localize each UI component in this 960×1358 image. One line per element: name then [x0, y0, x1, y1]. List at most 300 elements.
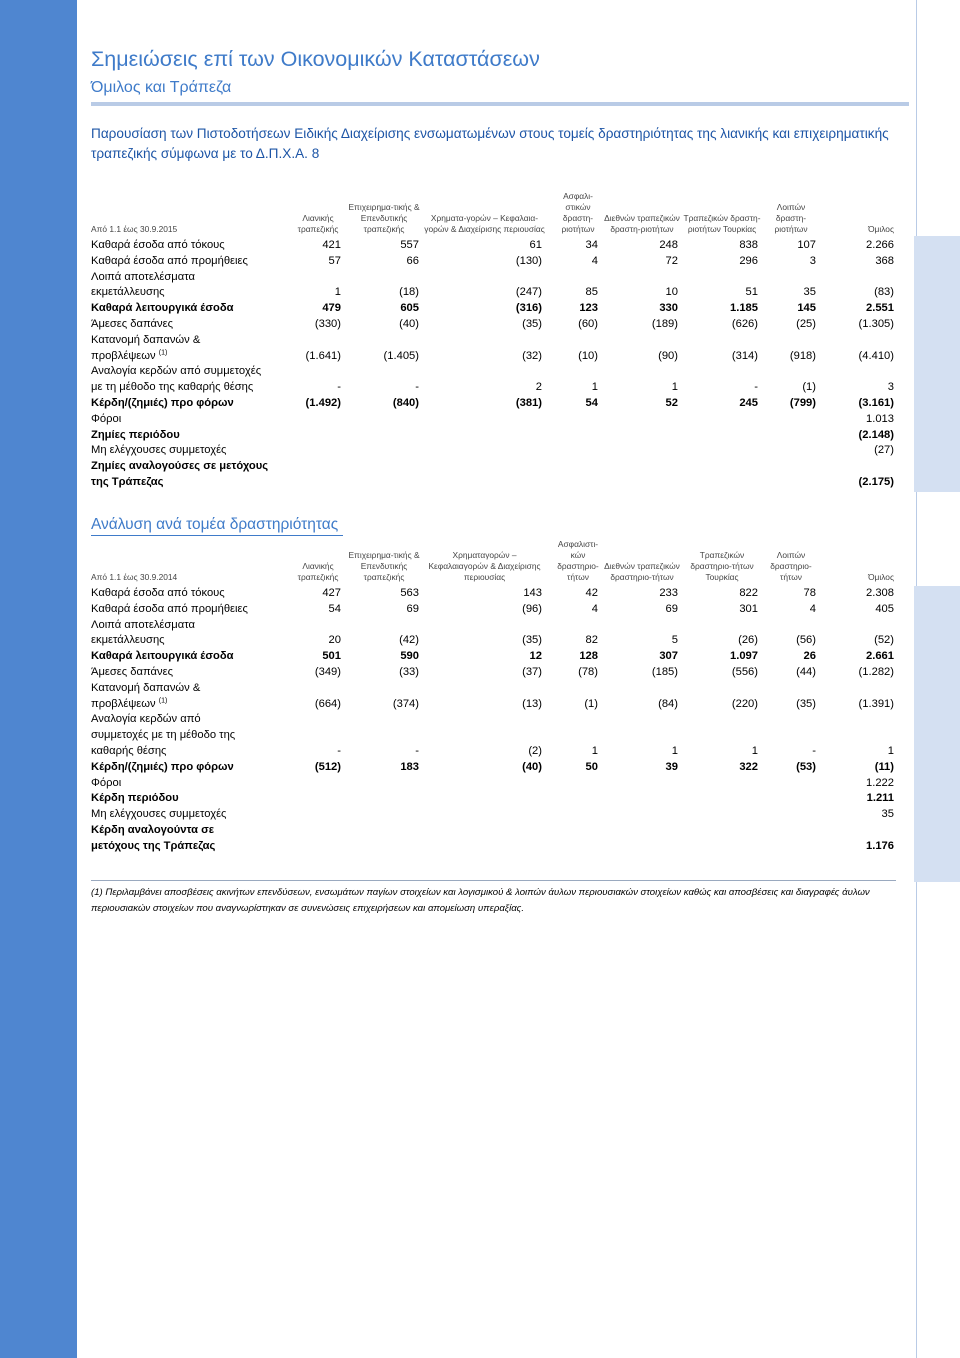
table-cell — [602, 459, 682, 491]
table-cell: 248 — [659, 239, 678, 251]
row-label-line: Άμεσες δαπάνες — [91, 317, 173, 330]
table-cell: (11) — [874, 760, 894, 773]
row-label-line: Ζημίες περιόδου — [91, 428, 180, 441]
row-label-line: Φόροι — [91, 412, 122, 425]
table-cell: 69 — [665, 602, 678, 615]
row-label-line: Κέρδη/(ζημιές) προ φόρων — [91, 760, 234, 773]
table-cell: (374) — [392, 697, 419, 710]
table-cell: (247) — [515, 286, 542, 299]
row-label — [91, 333, 291, 365]
column-spacer — [546, 712, 554, 759]
column-header: Επιχειρημα-τικής & Επενδυτικής τραπεζικής — [348, 550, 420, 582]
table-cell: 35 — [803, 286, 816, 299]
segment-table-2014-grid — [91, 538, 896, 855]
column-spacer — [546, 443, 554, 459]
table-row — [91, 301, 896, 317]
column-header: Λοιπών δραστηριο-τήτων — [770, 550, 812, 582]
table-cell: 307 — [659, 650, 678, 663]
page-title: Σημειώσεις επί των Οικονομικών Καταστάσεων — [91, 47, 540, 71]
footnote-ref: (1) — [158, 348, 168, 356]
row-label-line: Κατανομή δαπανών & — [91, 333, 201, 346]
column-spacer — [546, 317, 554, 333]
table-cell: 51 — [745, 286, 758, 299]
table-cell — [554, 428, 602, 444]
table-cell: 1.222 — [866, 776, 894, 789]
table-cell: 72 — [665, 254, 678, 267]
page-subtitle: Όμιλος και Τράπεζα — [91, 79, 232, 96]
table-row — [91, 807, 896, 823]
table-cell: (27) — [874, 444, 894, 457]
table-cell: 50 — [585, 760, 598, 773]
table-cell: 78 — [803, 587, 816, 599]
row-label-line: Άμεσες δαπάνες — [91, 665, 173, 678]
table-cell — [762, 823, 820, 855]
table-cell: (316) — [515, 302, 542, 315]
footnote: (1) Περιλαμβάνει αποσβέσεις ακινήτων επενδύσεων, ενσωμάτων παγίων στοιχείων και λογισμικού & λοιπών άυλων περιουσιακών στοιχείων καθώς και αποσβέσεις και διαγραφές άυλων περιουσιακών στοιχείων που αναγνωρίστηκαν σε συνενώσεις επιχειρήσεων και απομείωση υπεραξίας. — [91, 887, 870, 914]
table-row — [91, 712, 896, 759]
column-header: Διεθνών τραπεζικών δραστη-ριοτήτων — [604, 213, 680, 234]
table-cell: 12 — [529, 650, 542, 663]
table-cell: 330 — [659, 302, 678, 315]
table-cell — [345, 459, 423, 491]
table-cell — [554, 807, 602, 823]
table-cell — [291, 459, 345, 491]
table-cell: - — [415, 381, 419, 394]
column-header-row — [91, 158, 896, 238]
table-row — [91, 791, 896, 807]
table-cell — [345, 443, 423, 459]
table-cell: 3 — [809, 254, 816, 267]
table-cell — [291, 807, 345, 823]
column-header: Λοιπών δραστη-ριοτήτων — [774, 202, 808, 234]
table-cell: (33) — [399, 665, 419, 678]
table-cell: - — [812, 744, 816, 757]
table-cell — [682, 791, 762, 807]
row-label — [91, 396, 291, 412]
column-spacer — [546, 776, 554, 792]
table-cell — [682, 428, 762, 444]
row-label-line: Καθαρά έσοδα από τόκους — [91, 239, 225, 251]
footnote-ref: (1) — [158, 696, 168, 704]
table-cell: 82 — [585, 634, 598, 647]
table-cell: (96) — [522, 602, 542, 615]
table-cell — [554, 459, 602, 491]
table-cell: (40) — [399, 317, 419, 330]
table-cell: (556) — [731, 665, 758, 678]
table-cell: 35 — [881, 808, 894, 821]
table-cell: 4 — [809, 602, 816, 615]
column-spacer — [546, 364, 554, 396]
column-header: Επιχειρημα-τικής & Επενδυτικής τραπεζικής — [348, 202, 420, 234]
table-cell — [682, 776, 762, 792]
row-label — [91, 301, 291, 317]
table-cell: 405 — [875, 602, 894, 615]
table-cell: 590 — [400, 650, 419, 663]
table-cell: (44) — [796, 665, 816, 678]
table-cell: 563 — [400, 587, 419, 599]
row-label — [91, 443, 291, 459]
table-cell: (37) — [522, 665, 542, 678]
column-spacer — [546, 791, 554, 807]
row-label-line: Λοιπά αποτελέσματα — [91, 618, 195, 631]
table-cell — [554, 823, 602, 855]
table-cell: 501 — [322, 650, 341, 663]
table-cell: 1.013 — [866, 412, 894, 425]
group-column-shading — [914, 236, 960, 492]
table-cell: 605 — [400, 302, 419, 315]
table-cell: (1.282) — [858, 665, 894, 678]
table-cell: 52 — [665, 396, 678, 409]
column-spacer — [546, 681, 554, 713]
table-cell: 34 — [585, 239, 598, 251]
row-label-line: Καθαρά λειτουργικά έσοδα — [91, 302, 234, 315]
table-cell: 143 — [523, 587, 542, 599]
table-cell — [345, 823, 423, 855]
row-label — [91, 238, 291, 254]
table-cell: 3 — [887, 381, 894, 394]
table-cell: (381) — [515, 396, 542, 409]
table-row — [91, 760, 896, 776]
row-label-line: Καθαρά λειτουργικά έσοδα — [91, 650, 234, 663]
table-cell: (1.492) — [305, 396, 341, 409]
table-cell — [762, 443, 820, 459]
column-spacer — [546, 649, 554, 665]
table-cell — [291, 443, 345, 459]
table-cell: (1.391) — [858, 697, 894, 710]
table-cell — [345, 428, 423, 444]
table-cell: (35) — [522, 317, 542, 330]
table-cell — [762, 459, 820, 491]
table-cell — [345, 412, 423, 428]
column-header: Χρηματαγορών – Κεφαλαιαγορών & Διαχείρισης περιουσίας — [428, 550, 541, 582]
row-label — [91, 364, 291, 396]
table-cell: 69 — [406, 602, 419, 615]
table-cell: 1.176 — [866, 839, 894, 852]
row-label-line: καθαρής θέσης — [91, 744, 167, 757]
row-label-line: μετόχους της Τράπεζας — [91, 839, 216, 852]
table-cell: (25) — [796, 317, 816, 330]
table-cell: 1 — [671, 744, 678, 757]
column-header-row — [91, 538, 896, 586]
column-spacer — [546, 238, 554, 254]
table-cell — [423, 459, 546, 491]
table-cell — [602, 443, 682, 459]
table-cell: (53) — [796, 760, 816, 773]
column-header: Λιανικής τραπεζικής — [297, 213, 339, 234]
period-label: Από 1.1 έως 30.9.2014 — [91, 572, 178, 582]
table-cell: 822 — [739, 587, 758, 599]
table-cell: (512) — [314, 760, 341, 773]
column-spacer — [546, 396, 554, 412]
table-cell — [554, 443, 602, 459]
table-cell: 4 — [591, 602, 598, 615]
row-label — [91, 618, 291, 650]
table-cell: (664) — [314, 697, 341, 710]
column-spacer — [546, 459, 554, 491]
row-label — [91, 586, 291, 602]
table-cell: (1) — [584, 697, 598, 710]
table-cell — [554, 776, 602, 792]
table-row — [91, 317, 896, 333]
table-cell: 368 — [875, 254, 894, 267]
table-cell: (1.641) — [305, 349, 341, 362]
table-cell: (840) — [392, 396, 419, 409]
column-spacer — [546, 428, 554, 444]
row-label-line: εκμετάλλευσης — [91, 634, 165, 647]
table-cell: (314) — [731, 349, 758, 362]
table-row — [91, 333, 896, 365]
table-cell: 61 — [529, 239, 542, 251]
table-row — [91, 396, 896, 412]
table-cell — [423, 443, 546, 459]
table-cell — [291, 428, 345, 444]
table-cell: 296 — [739, 254, 758, 267]
table-cell — [345, 776, 423, 792]
table-cell: (3.161) — [858, 396, 894, 409]
row-label-line: Κέρδη περιόδου — [91, 792, 179, 805]
footnote-divider — [91, 880, 896, 881]
column-header: Διεθνών τραπεζικών δραστηριο-τήτων — [604, 561, 680, 582]
table-cell: 322 — [739, 760, 758, 773]
column-spacer — [546, 618, 554, 650]
table-cell: (349) — [314, 665, 341, 678]
row-label-line: προβλέψεων — [91, 349, 156, 362]
table-cell — [602, 428, 682, 444]
table-cell: - — [337, 381, 341, 394]
row-label — [91, 602, 291, 618]
segment-table-2015-grid — [91, 158, 896, 491]
row-label — [91, 823, 291, 855]
row-label — [91, 776, 291, 792]
section-title: Ανάλυση ανά τομέα δραστηριότητας — [91, 516, 339, 533]
table-cell: 5 — [671, 634, 678, 647]
table-cell: 427 — [322, 587, 341, 599]
table-cell — [554, 791, 602, 807]
row-label-line: Καθαρά έσοδα από προμήθειες — [91, 254, 248, 267]
table-row — [91, 665, 896, 681]
table-cell: (40) — [522, 760, 542, 773]
table-cell: (2.175) — [858, 475, 894, 488]
table-cell: 85 — [585, 286, 598, 299]
table-cell — [554, 412, 602, 428]
table-cell — [762, 776, 820, 792]
table-cell — [602, 776, 682, 792]
table-row — [91, 681, 896, 713]
row-label — [91, 712, 291, 759]
column-header: Ασφαλι-στικών δραστη-ριοτήτων — [561, 191, 595, 234]
table-cell: (83) — [874, 286, 894, 299]
table-cell — [602, 823, 682, 855]
table-cell — [423, 428, 546, 444]
row-label — [91, 681, 291, 713]
intro-paragraph: Παρουσίαση των Πιστοδοτήσεων Ειδικής Διαχείρισης ενσωματωμένων στους τομείς δραστηριότητας της λιανικής και επιχειρηματικής τραπεζικής σύμφωνα με το Δ.Π.Χ.Α. 8 — [91, 126, 889, 161]
table-cell: (185) — [651, 665, 678, 678]
table-cell — [602, 807, 682, 823]
table-cell: 26 — [803, 650, 816, 663]
table-cell: 1 — [591, 744, 598, 757]
column-spacer — [546, 270, 554, 302]
row-label-line: της Τράπεζας — [91, 475, 164, 488]
row-label — [91, 665, 291, 681]
table-row — [91, 254, 896, 270]
table-cell: (90) — [658, 349, 678, 362]
table-cell: 39 — [665, 760, 678, 773]
table-cell — [423, 791, 546, 807]
row-label-line: Φόροι — [91, 776, 122, 789]
table-row — [91, 776, 896, 792]
table-cell: 107 — [797, 239, 816, 251]
table-cell: (4.410) — [858, 349, 894, 362]
table-cell: 4 — [591, 254, 598, 267]
table-cell: 479 — [322, 302, 341, 315]
table-row — [91, 586, 896, 602]
table-row — [91, 823, 896, 855]
column-header: Ασφαλιστι-κών δραστηριο-τήτων — [557, 539, 599, 582]
table-cell: 1 — [751, 744, 758, 757]
column-spacer — [546, 665, 554, 681]
table-cell: (330) — [314, 317, 341, 330]
table-cell — [423, 807, 546, 823]
row-label — [91, 807, 291, 823]
table-cell: - — [415, 744, 419, 757]
table-cell: 123 — [579, 302, 598, 315]
row-label-line: Κέρδη/(ζημιές) προ φόρων — [91, 396, 234, 409]
table-cell: (220) — [731, 697, 758, 710]
table-cell — [762, 412, 820, 428]
table-cell: (918) — [789, 349, 816, 362]
column-header: Χρηματα-γορών – Κεφαλαια-γορών & Διαχείρισης περιουσίας — [424, 213, 545, 234]
table-cell — [291, 791, 345, 807]
table-cell — [345, 791, 423, 807]
row-label-line: συμμετοχές με τη μέθοδο της — [91, 729, 236, 742]
table-cell: 2.266 — [866, 239, 894, 251]
column-spacer — [546, 158, 554, 238]
row-label-line: Ζημίες αναλογούσες σε μετόχους — [91, 460, 269, 473]
row-label — [91, 317, 291, 333]
row-label-line: Μη ελέγχουσες συμμετοχές — [91, 808, 227, 821]
table-row — [91, 602, 896, 618]
row-label-line: προβλέψεων — [91, 697, 156, 710]
table-cell: 1.211 — [866, 792, 894, 805]
table-cell: (2.148) — [858, 428, 894, 441]
table-cell: (1.305) — [858, 317, 894, 330]
column-header: Όμιλος — [868, 572, 894, 582]
column-spacer — [546, 602, 554, 618]
table-cell — [682, 807, 762, 823]
period-label: Από 1.1 έως 30.9.2015 — [91, 224, 178, 234]
column-spacer — [546, 760, 554, 776]
table-cell: (42) — [399, 634, 419, 647]
row-label — [91, 459, 291, 491]
row-label-line: Κέρδη αναλογούντα σε — [91, 823, 215, 836]
column-spacer — [546, 412, 554, 428]
table-cell — [423, 776, 546, 792]
table-cell: (35) — [796, 697, 816, 710]
table-cell: 183 — [400, 760, 419, 773]
column-spacer — [546, 538, 554, 586]
table-cell: 1 — [887, 744, 894, 757]
table-row — [91, 428, 896, 444]
table-cell: (1.405) — [383, 349, 419, 362]
table-cell — [345, 807, 423, 823]
table-cell: 1 — [334, 286, 341, 299]
table-cell — [291, 412, 345, 428]
row-label — [91, 649, 291, 665]
row-label-line: Κατανομή δαπανών & — [91, 681, 201, 694]
table-cell: (52) — [874, 634, 894, 647]
table-cell: (1) — [802, 381, 816, 394]
row-label — [91, 412, 291, 428]
section-title-underline — [91, 535, 343, 536]
column-spacer — [546, 254, 554, 270]
table-cell: (799) — [789, 396, 816, 409]
table-cell — [291, 776, 345, 792]
table-row — [91, 618, 896, 650]
table-cell: 2 — [535, 381, 542, 394]
table-cell — [602, 791, 682, 807]
row-label-line: Μη ελέγχουσες συμμετοχές — [91, 444, 227, 457]
table-row — [91, 459, 896, 491]
row-label-line: Καθαρά έσοδα από τόκους — [91, 587, 225, 599]
table-cell — [682, 823, 762, 855]
row-label — [91, 270, 291, 302]
table-cell: 54 — [328, 602, 341, 615]
table-cell — [762, 428, 820, 444]
column-header: Τραπεζικών δραστηριο-τήτων Τουρκίας — [690, 550, 754, 582]
table-cell: (626) — [731, 317, 758, 330]
table-cell: (32) — [522, 349, 542, 362]
table-cell — [762, 807, 820, 823]
table-cell: 1.185 — [730, 302, 758, 315]
table-cell: - — [754, 381, 758, 394]
table-cell: (13) — [522, 697, 542, 710]
table-cell: (84) — [658, 697, 678, 710]
table-cell: (130) — [515, 254, 542, 267]
table-cell: - — [337, 744, 341, 757]
row-label — [91, 760, 291, 776]
column-spacer — [546, 807, 554, 823]
table-cell: 57 — [328, 254, 341, 267]
table-cell: 233 — [659, 587, 678, 599]
table-cell: 20 — [328, 634, 341, 647]
column-header: Τραπεζικών δραστη-ριοτήτων Τουρκίας — [683, 213, 761, 234]
left-decorative-bar — [0, 0, 77, 1358]
table-row — [91, 649, 896, 665]
column-spacer — [546, 301, 554, 317]
table-row — [91, 238, 896, 254]
table-cell: 557 — [400, 239, 419, 251]
table-cell — [762, 791, 820, 807]
table-cell: 2.661 — [866, 650, 894, 663]
table-cell: 10 — [665, 286, 678, 299]
table-cell: 2.551 — [866, 302, 894, 315]
table-cell — [602, 412, 682, 428]
table-cell: (60) — [578, 317, 598, 330]
table-cell — [682, 443, 762, 459]
table-cell — [682, 459, 762, 491]
table-cell: 42 — [585, 587, 598, 599]
row-label-line: εκμετάλλευσης — [91, 286, 165, 299]
group-column-shading — [914, 586, 960, 882]
table-cell — [682, 412, 762, 428]
table-cell: 128 — [579, 650, 598, 663]
row-label-line: Αναλογία κερδών από συμμετοχές — [91, 365, 262, 378]
table-cell: 1 — [671, 381, 678, 394]
column-spacer — [546, 586, 554, 602]
column-header: Όμιλος — [868, 224, 894, 234]
table-cell: 2.308 — [866, 587, 894, 599]
row-label-line: Αναλογία κερδών από — [91, 713, 201, 726]
